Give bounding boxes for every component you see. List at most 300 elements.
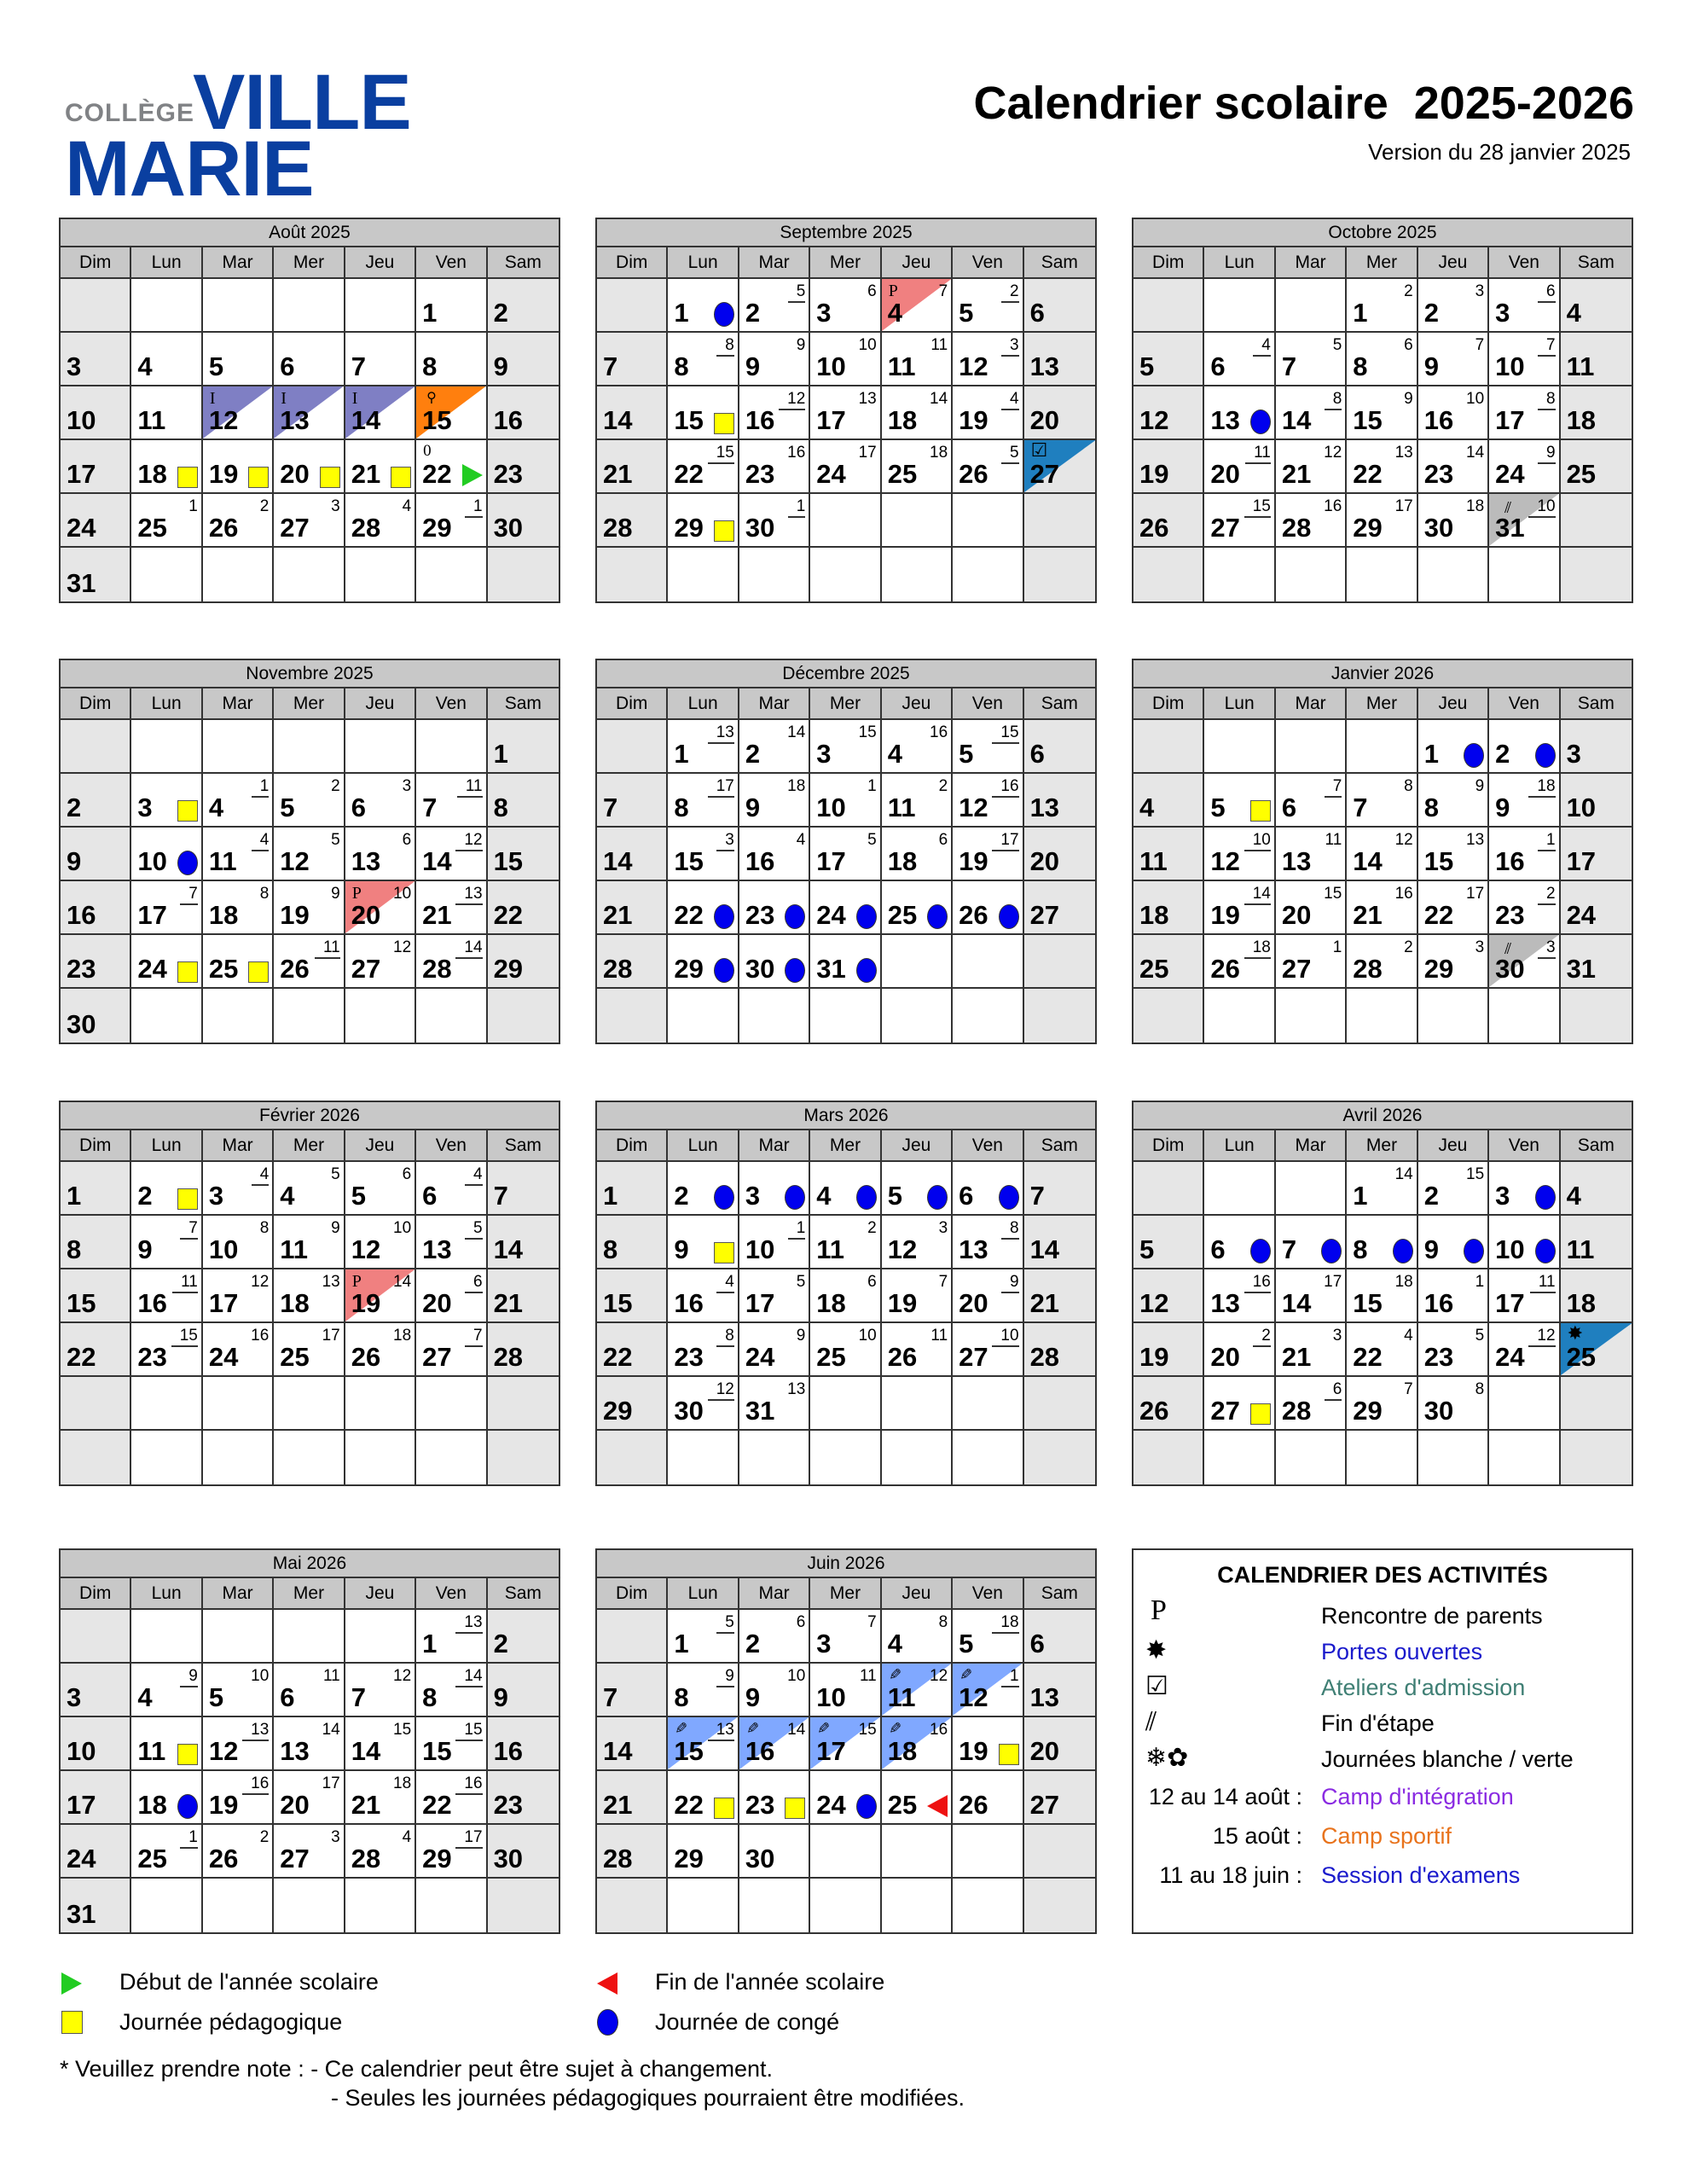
day-cell[interactable] [1489,494,1560,548]
day-cell[interactable] [488,386,559,440]
day-cell[interactable] [274,1771,345,1825]
day-cell[interactable] [668,1717,739,1771]
day-cell[interactable] [668,1610,739,1664]
day-cell[interactable] [61,1162,131,1216]
day-cell[interactable] [345,1879,416,1932]
day-cell[interactable] [1024,774,1095,828]
day-cell[interactable] [953,1431,1023,1484]
day-cell[interactable] [203,333,274,386]
day-cell[interactable] [1561,333,1632,386]
day-cell[interactable] [131,1431,202,1484]
day-cell[interactable] [668,333,739,386]
day-cell[interactable] [1204,279,1275,333]
day-cell[interactable] [274,828,345,881]
day-cell[interactable] [1133,1216,1204,1269]
day-cell[interactable] [1204,881,1275,935]
day-cell[interactable] [1204,1323,1275,1377]
day-cell[interactable] [1276,774,1347,828]
day-cell[interactable] [345,333,416,386]
day-cell[interactable] [597,881,668,935]
day-cell[interactable] [488,1771,559,1825]
day-cell[interactable] [597,1717,668,1771]
day-cell[interactable] [882,279,953,333]
day-cell[interactable] [1347,1323,1417,1377]
day-cell[interactable] [1347,881,1417,935]
day-cell[interactable] [345,774,416,828]
day-cell[interactable] [1276,720,1347,774]
day-cell[interactable] [597,1162,668,1216]
day-cell[interactable] [953,1771,1023,1825]
day-cell[interactable] [1561,279,1632,333]
day-cell[interactable] [131,989,202,1043]
day-cell[interactable] [810,1717,881,1771]
day-cell[interactable] [416,1825,487,1879]
day-cell[interactable] [488,440,559,494]
day-cell[interactable] [810,1431,881,1484]
day-cell[interactable] [61,881,131,935]
day-cell[interactable] [61,440,131,494]
day-cell[interactable] [1133,720,1204,774]
day-cell[interactable] [1024,494,1095,548]
day-cell[interactable] [416,935,487,989]
day-cell[interactable] [1418,386,1489,440]
day-cell[interactable] [1133,828,1204,881]
day-cell[interactable] [739,720,810,774]
day-cell[interactable] [488,1717,559,1771]
day-cell[interactable] [1204,935,1275,989]
day-cell[interactable] [597,989,668,1043]
day-cell[interactable] [1561,828,1632,881]
day-cell[interactable] [61,386,131,440]
day-cell[interactable] [739,1825,810,1879]
day-cell[interactable] [131,1269,202,1323]
day-cell[interactable] [345,881,416,935]
day-cell[interactable] [739,386,810,440]
day-cell[interactable] [1561,1216,1632,1269]
day-cell[interactable] [61,720,131,774]
day-cell[interactable] [203,1879,274,1932]
day-cell[interactable] [488,720,559,774]
day-cell[interactable] [1347,1162,1417,1216]
day-cell[interactable] [61,1323,131,1377]
day-cell[interactable] [1418,774,1489,828]
day-cell[interactable] [882,1879,953,1932]
day-cell[interactable] [953,333,1023,386]
day-cell[interactable] [345,386,416,440]
day-cell[interactable] [1024,720,1095,774]
day-cell[interactable] [1133,386,1204,440]
day-cell[interactable] [1024,828,1095,881]
day-cell[interactable] [1133,279,1204,333]
day-cell[interactable] [1418,279,1489,333]
day-cell[interactable] [953,1717,1023,1771]
day-cell[interactable] [1418,720,1489,774]
day-cell[interactable] [953,1216,1023,1269]
day-cell[interactable] [597,1879,668,1932]
day-cell[interactable] [739,828,810,881]
day-cell[interactable] [953,548,1023,601]
day-cell[interactable] [739,1879,810,1932]
day-cell[interactable] [597,1323,668,1377]
day-cell[interactable] [203,1269,274,1323]
day-cell[interactable] [1133,774,1204,828]
day-cell[interactable] [739,1323,810,1377]
day-cell[interactable] [488,279,559,333]
day-cell[interactable] [1024,386,1095,440]
day-cell[interactable] [668,1162,739,1216]
day-cell[interactable] [1347,386,1417,440]
day-cell[interactable] [203,1431,274,1484]
day-cell[interactable] [1418,1323,1489,1377]
day-cell[interactable] [203,1162,274,1216]
day-cell[interactable] [953,989,1023,1043]
day-cell[interactable] [488,1825,559,1879]
day-cell[interactable] [739,935,810,989]
day-cell[interactable] [1024,935,1095,989]
day-cell[interactable] [345,1771,416,1825]
day-cell[interactable] [1347,548,1417,601]
day-cell[interactable] [739,1269,810,1323]
day-cell[interactable] [1489,881,1560,935]
day-cell[interactable] [882,1377,953,1431]
day-cell[interactable] [1133,1431,1204,1484]
day-cell[interactable] [882,386,953,440]
day-cell[interactable] [131,1162,202,1216]
day-cell[interactable] [810,1269,881,1323]
day-cell[interactable] [739,494,810,548]
day-cell[interactable] [810,1825,881,1879]
day-cell[interactable] [1347,333,1417,386]
day-cell[interactable] [61,1664,131,1717]
day-cell[interactable] [1418,548,1489,601]
day-cell[interactable] [953,1323,1023,1377]
day-cell[interactable] [953,828,1023,881]
day-cell[interactable] [597,828,668,881]
day-cell[interactable] [274,548,345,601]
day-cell[interactable] [416,1717,487,1771]
day-cell[interactable] [1024,1664,1095,1717]
day-cell[interactable] [416,881,487,935]
day-cell[interactable] [61,1610,131,1664]
day-cell[interactable] [1347,828,1417,881]
day-cell[interactable] [131,1717,202,1771]
day-cell[interactable] [203,720,274,774]
day-cell[interactable] [882,1323,953,1377]
day-cell[interactable] [810,548,881,601]
day-cell[interactable] [1489,440,1560,494]
day-cell[interactable] [131,1323,202,1377]
day-cell[interactable] [597,935,668,989]
day-cell[interactable] [668,1664,739,1717]
day-cell[interactable] [488,548,559,601]
day-cell[interactable] [1347,1216,1417,1269]
day-cell[interactable] [1418,828,1489,881]
day-cell[interactable] [739,989,810,1043]
day-cell[interactable] [1418,989,1489,1043]
day-cell[interactable] [416,1664,487,1717]
day-cell[interactable] [597,720,668,774]
day-cell[interactable] [882,720,953,774]
day-cell[interactable] [345,720,416,774]
day-cell[interactable] [61,1216,131,1269]
day-cell[interactable] [1347,935,1417,989]
day-cell[interactable] [1276,548,1347,601]
day-cell[interactable] [131,1825,202,1879]
day-cell[interactable] [1561,1431,1632,1484]
day-cell[interactable] [203,386,274,440]
day-cell[interactable] [416,1216,487,1269]
day-cell[interactable] [345,935,416,989]
day-cell[interactable] [1276,386,1347,440]
day-cell[interactable] [1276,1162,1347,1216]
day-cell[interactable] [597,1610,668,1664]
day-cell[interactable] [274,494,345,548]
day-cell[interactable] [953,774,1023,828]
day-cell[interactable] [597,386,668,440]
day-cell[interactable] [488,494,559,548]
day-cell[interactable] [274,386,345,440]
day-cell[interactable] [274,279,345,333]
day-cell[interactable] [61,1771,131,1825]
day-cell[interactable] [668,386,739,440]
day-cell[interactable] [1489,828,1560,881]
day-cell[interactable] [274,774,345,828]
day-cell[interactable] [1204,1269,1275,1323]
day-cell[interactable] [882,1162,953,1216]
day-cell[interactable] [1133,1377,1204,1431]
day-cell[interactable] [1204,828,1275,881]
day-cell[interactable] [488,935,559,989]
day-cell[interactable] [668,881,739,935]
day-cell[interactable] [1561,386,1632,440]
day-cell[interactable] [416,1323,487,1377]
day-cell[interactable] [1347,494,1417,548]
day-cell[interactable] [882,1610,953,1664]
day-cell[interactable] [1024,1825,1095,1879]
day-cell[interactable] [1024,548,1095,601]
day-cell[interactable] [810,1879,881,1932]
day-cell[interactable] [1561,935,1632,989]
day-cell[interactable] [1561,774,1632,828]
day-cell[interactable] [131,1377,202,1431]
day-cell[interactable] [882,440,953,494]
day-cell[interactable] [1276,935,1347,989]
day-cell[interactable] [416,548,487,601]
day-cell[interactable] [131,1771,202,1825]
day-cell[interactable] [597,1431,668,1484]
day-cell[interactable] [274,1323,345,1377]
day-cell[interactable] [488,1377,559,1431]
day-cell[interactable] [810,828,881,881]
day-cell[interactable] [488,989,559,1043]
day-cell[interactable] [61,828,131,881]
day-cell[interactable] [739,1717,810,1771]
day-cell[interactable] [1204,1377,1275,1431]
day-cell[interactable] [345,989,416,1043]
day-cell[interactable] [345,1717,416,1771]
day-cell[interactable] [345,828,416,881]
day-cell[interactable] [131,1610,202,1664]
day-cell[interactable] [597,774,668,828]
day-cell[interactable] [1024,1771,1095,1825]
day-cell[interactable] [1133,440,1204,494]
day-cell[interactable] [668,279,739,333]
day-cell[interactable] [1489,279,1560,333]
day-cell[interactable] [668,1771,739,1825]
day-cell[interactable] [203,1377,274,1431]
day-cell[interactable] [1204,333,1275,386]
day-cell[interactable] [953,279,1023,333]
day-cell[interactable] [882,828,953,881]
day-cell[interactable] [488,881,559,935]
day-cell[interactable] [345,1269,416,1323]
day-cell[interactable] [597,1825,668,1879]
day-cell[interactable] [274,1825,345,1879]
day-cell[interactable] [882,1717,953,1771]
day-cell[interactable] [882,1431,953,1484]
day-cell[interactable] [1276,828,1347,881]
day-cell[interactable] [810,1610,881,1664]
day-cell[interactable] [1024,1216,1095,1269]
day-cell[interactable] [1276,1323,1347,1377]
day-cell[interactable] [1489,1269,1560,1323]
day-cell[interactable] [1489,386,1560,440]
day-cell[interactable] [1561,440,1632,494]
day-cell[interactable] [416,333,487,386]
day-cell[interactable] [668,494,739,548]
day-cell[interactable] [810,1771,881,1825]
day-cell[interactable] [953,440,1023,494]
day-cell[interactable] [203,828,274,881]
day-cell[interactable] [668,935,739,989]
day-cell[interactable] [953,720,1023,774]
day-cell[interactable] [1418,1269,1489,1323]
day-cell[interactable] [274,935,345,989]
day-cell[interactable] [131,1216,202,1269]
day-cell[interactable] [953,1162,1023,1216]
day-cell[interactable] [739,774,810,828]
day-cell[interactable] [1204,1162,1275,1216]
day-cell[interactable] [1024,1269,1095,1323]
day-cell[interactable] [203,1664,274,1717]
day-cell[interactable] [1024,881,1095,935]
day-cell[interactable] [1561,494,1632,548]
day-cell[interactable] [597,1664,668,1717]
day-cell[interactable] [882,548,953,601]
day-cell[interactable] [488,1162,559,1216]
day-cell[interactable] [1418,935,1489,989]
day-cell[interactable] [1276,333,1347,386]
day-cell[interactable] [274,1610,345,1664]
day-cell[interactable] [953,1269,1023,1323]
day-cell[interactable] [1489,989,1560,1043]
day-cell[interactable] [953,881,1023,935]
day-cell[interactable] [1024,1323,1095,1377]
day-cell[interactable] [1347,279,1417,333]
day-cell[interactable] [668,1879,739,1932]
day-cell[interactable] [1276,1377,1347,1431]
day-cell[interactable] [131,440,202,494]
day-cell[interactable] [416,1162,487,1216]
day-cell[interactable] [668,774,739,828]
day-cell[interactable] [810,279,881,333]
day-cell[interactable] [668,1216,739,1269]
day-cell[interactable] [739,1610,810,1664]
day-cell[interactable] [1276,1431,1347,1484]
day-cell[interactable] [61,989,131,1043]
day-cell[interactable] [739,440,810,494]
day-cell[interactable] [1133,333,1204,386]
day-cell[interactable] [1204,440,1275,494]
day-cell[interactable] [1133,935,1204,989]
day-cell[interactable] [739,279,810,333]
day-cell[interactable] [739,1664,810,1717]
day-cell[interactable] [1347,440,1417,494]
day-cell[interactable] [61,1879,131,1932]
day-cell[interactable] [810,1323,881,1377]
day-cell[interactable] [488,828,559,881]
day-cell[interactable] [131,828,202,881]
day-cell[interactable] [1133,881,1204,935]
day-cell[interactable] [1276,1216,1347,1269]
day-cell[interactable] [416,386,487,440]
day-cell[interactable] [1489,774,1560,828]
day-cell[interactable] [597,440,668,494]
day-cell[interactable] [882,494,953,548]
day-cell[interactable] [131,935,202,989]
day-cell[interactable] [1489,720,1560,774]
day-cell[interactable] [1561,720,1632,774]
day-cell[interactable] [1276,881,1347,935]
day-cell[interactable] [668,828,739,881]
day-cell[interactable] [345,1377,416,1431]
day-cell[interactable] [488,1664,559,1717]
day-cell[interactable] [1489,1162,1560,1216]
day-cell[interactable] [345,1610,416,1664]
day-cell[interactable] [1347,1269,1417,1323]
day-cell[interactable] [131,774,202,828]
day-cell[interactable] [882,935,953,989]
day-cell[interactable] [61,1825,131,1879]
day-cell[interactable] [416,279,487,333]
day-cell[interactable] [488,1269,559,1323]
day-cell[interactable] [1418,494,1489,548]
day-cell[interactable] [882,333,953,386]
day-cell[interactable] [1489,1377,1560,1431]
day-cell[interactable] [203,935,274,989]
day-cell[interactable] [1347,1377,1417,1431]
day-cell[interactable] [1489,1431,1560,1484]
day-cell[interactable] [953,935,1023,989]
day-cell[interactable] [739,333,810,386]
day-cell[interactable] [1024,989,1095,1043]
day-cell[interactable] [953,494,1023,548]
day-cell[interactable] [810,1216,881,1269]
day-cell[interactable] [1561,1323,1632,1377]
day-cell[interactable] [131,494,202,548]
day-cell[interactable] [61,1377,131,1431]
day-cell[interactable] [739,881,810,935]
day-cell[interactable] [668,1269,739,1323]
day-cell[interactable] [1024,440,1095,494]
day-cell[interactable] [668,440,739,494]
day-cell[interactable] [488,1879,559,1932]
day-cell[interactable] [274,1664,345,1717]
day-cell[interactable] [345,1431,416,1484]
day-cell[interactable] [1347,774,1417,828]
day-cell[interactable] [61,935,131,989]
day-cell[interactable] [345,440,416,494]
